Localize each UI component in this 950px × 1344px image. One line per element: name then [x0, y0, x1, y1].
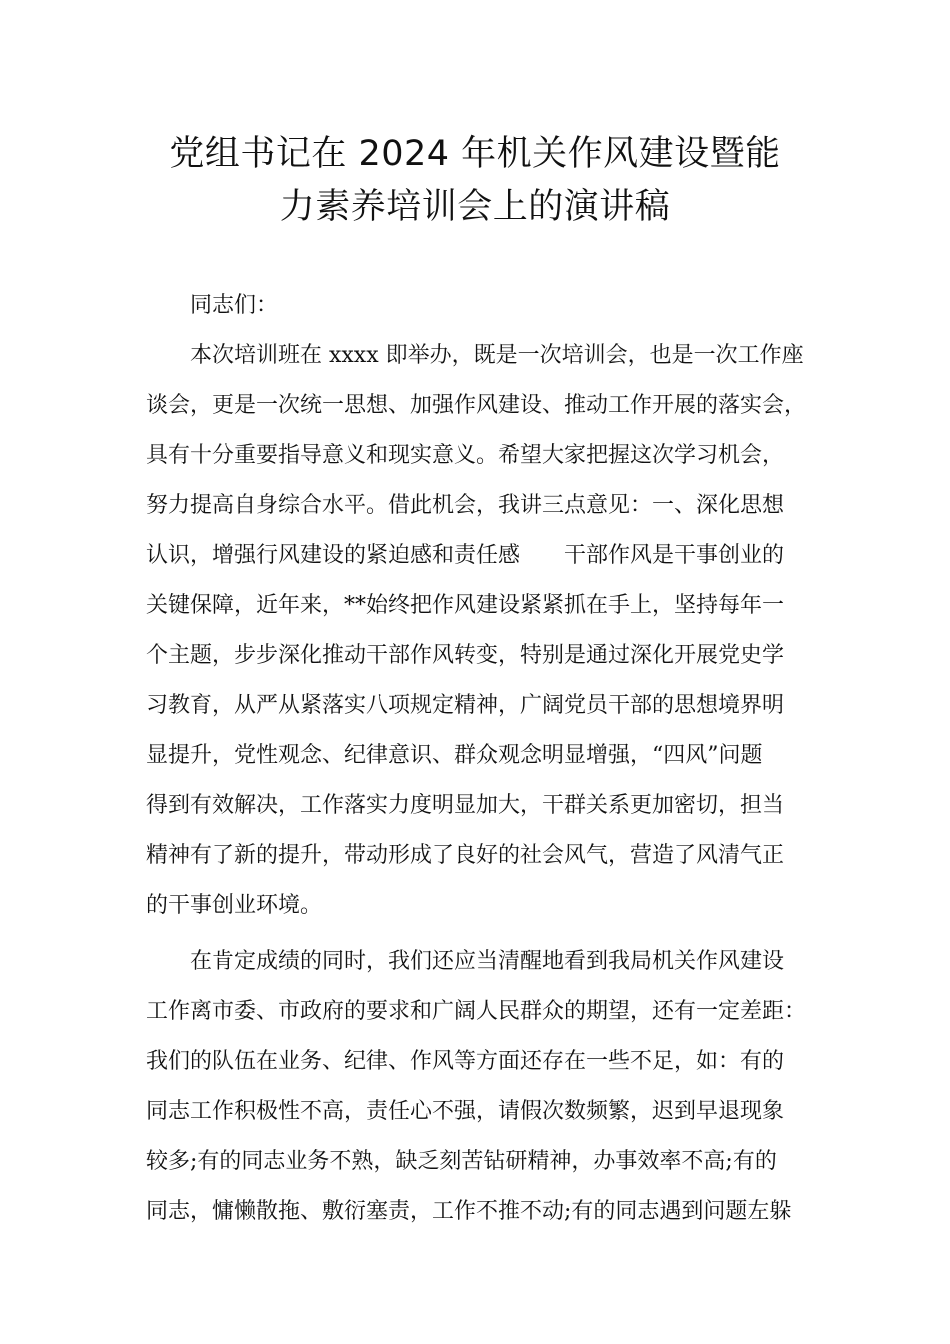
- body-line: 具有十分重要指导意义和现实意义。希望大家把握这次学习机会，: [146, 443, 785, 468]
- body-line: 同志工作积极性不高，责任心不强，请假次数频繁，迟到早退现象: [146, 1099, 785, 1124]
- body-line: 认识，增强行风建设的紧迫感和责任感 干部作风是干事创业的: [146, 543, 785, 568]
- body-line: 本次培训班在 xxxx 即举办，既是一次培训会，也是一次工作座: [146, 343, 804, 368]
- paragraph: [146, 937, 822, 1237]
- body-line: 习教育，从严从紧落实八项规定精神，广阔党员干部的思想境界明: [146, 693, 785, 718]
- body-line: 在肯定成绩的同时，我们还应当清醒地看到我局机关作风建设: [146, 949, 785, 974]
- body-line: 同志，慵懒散拖、敷衍塞责，工作不推不动;有的同志遇到问题左躲: [146, 1199, 792, 1224]
- body-line: 同志们：: [146, 293, 279, 318]
- body-line: 我们的队伍在业务、纪律、作风等方面还存在一些不足，如：有的: [146, 1049, 785, 1074]
- document-body: [146, 281, 822, 1237]
- body-line: 得到有效解决，工作落实力度明显加大，干群关系更加密切，担当: [146, 793, 785, 818]
- body-line: 个主题，步步深化推动干部作风转变，特别是通过深化开展党史学: [146, 643, 785, 668]
- body-line: 的干事创业环境。: [146, 893, 323, 918]
- body-line: 工作离市委、市政府的要求和广阔人民群众的期望，还有一定差距：: [146, 999, 807, 1024]
- paragraph-salutation: [146, 281, 822, 331]
- body-line: 努力提高自身综合水平。借此机会，我讲三点意见：一、深化思想: [146, 493, 785, 518]
- body-line: 关键保障，近年来，**始终把作风建设紧紧抓在手上，坚持每年一: [146, 593, 785, 618]
- title-line-2: 力素养培训会上的演讲稿: [279, 187, 671, 227]
- title-line-1: 党组书记在 2024 年机关作风建设暨能: [169, 134, 781, 174]
- paragraph: [146, 331, 822, 931]
- body-line: 谈会，更是一次统一思想、加强作风建设、推动工作开展的落实会，: [146, 393, 807, 418]
- document-title: [0, 128, 950, 234]
- body-line: 显提升，党性观念、纪律意识、群众观念明显增强，“四风”问题: [146, 743, 763, 768]
- body-line: 较多;有的同志业务不熟，缺乏刻苦钻研精神，办事效率不高;有的: [146, 1149, 777, 1174]
- body-line: 精神有了新的提升，带动形成了良好的社会风气，营造了风清气正: [146, 843, 785, 868]
